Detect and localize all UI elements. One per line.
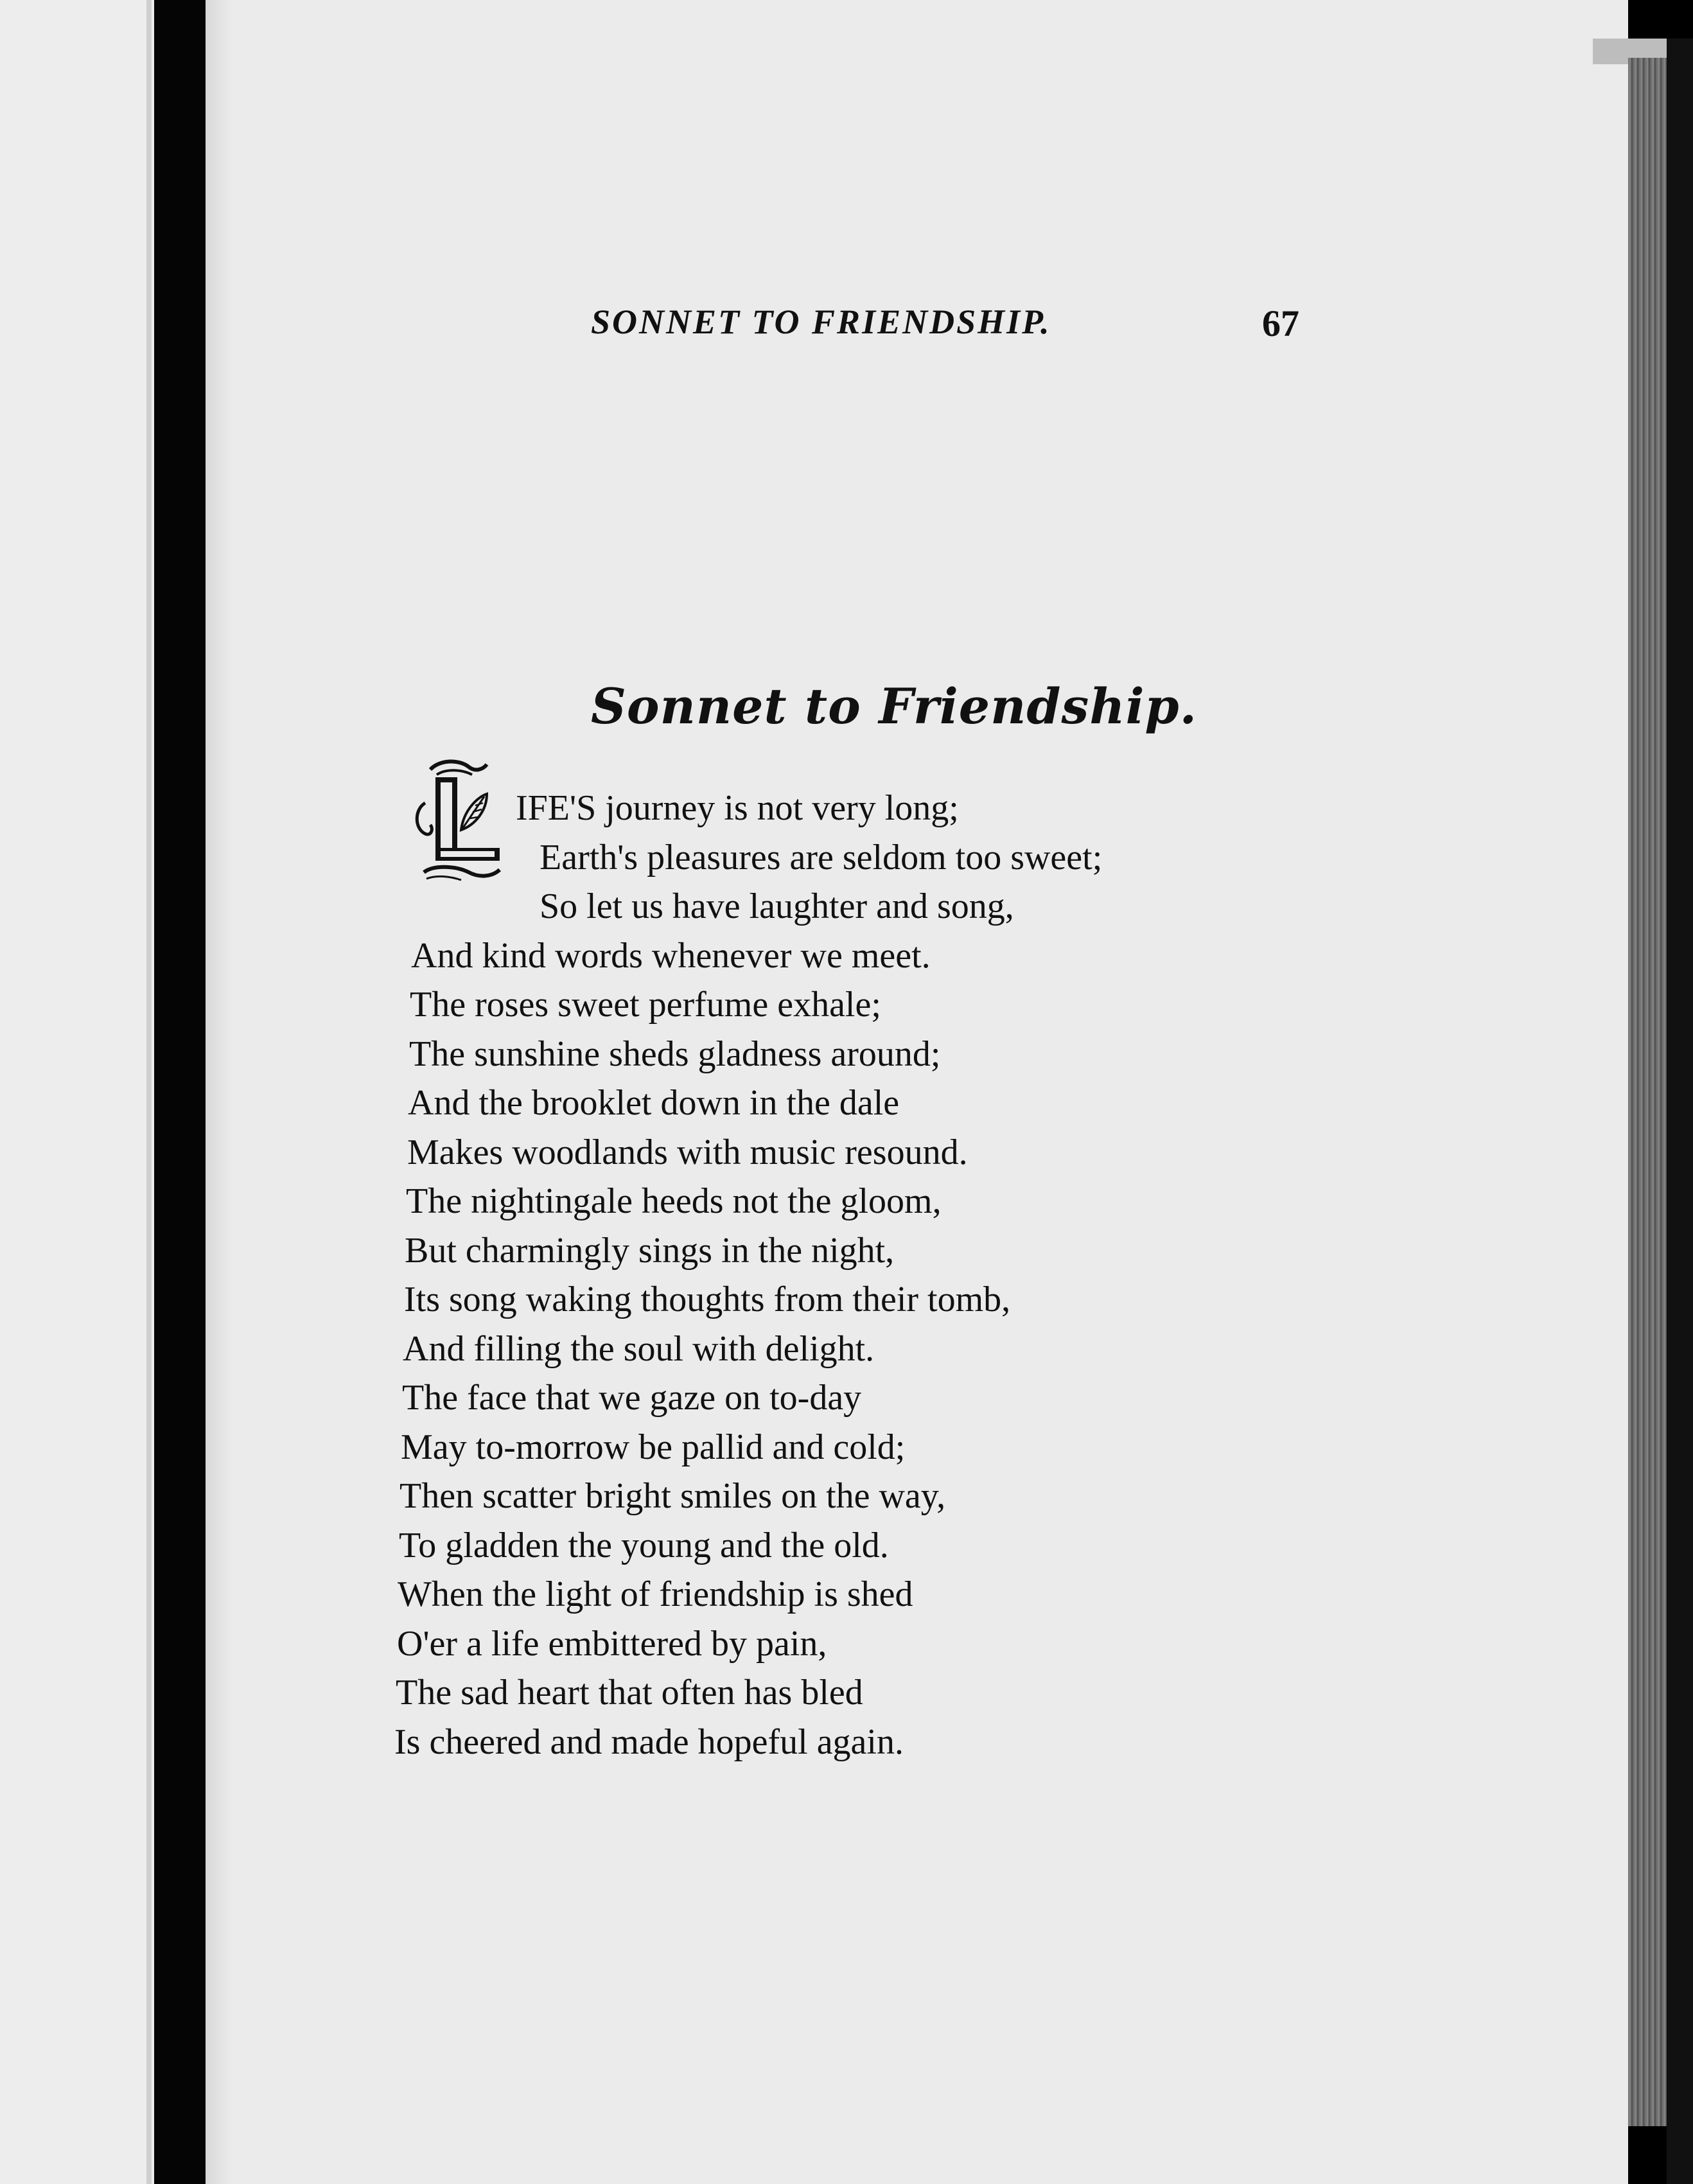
poem-line: And the brooklet down in the dale [408,1083,900,1123]
page-number: 67 [1262,303,1299,344]
poem-line: So let us have laughter and song, [539,886,1014,926]
poem-line: Then scatter bright smiles on the way, [399,1476,946,1516]
poem-line: O'er a life embittered by pain, [397,1624,827,1664]
page-fore-edge [1628,58,1667,2126]
facing-page-edge [146,0,152,2184]
book-gutter [154,0,206,2184]
poem-line: When the light of friendship is shed [398,1574,913,1614]
poem-line: But charmingly sings in the night, [405,1231,895,1271]
drop-cap-ornament [411,758,507,883]
poem-line: And filling the soul with delight. [403,1329,875,1369]
poem-line: The face that we gaze on to-day [402,1378,862,1418]
poem-line: Its song waking thoughts from their tomb, [404,1280,1011,1319]
poem-line: Earth's pleasures are seldom too sweet; [539,838,1103,877]
poem-line: The roses sweet perfume exhale; [410,985,881,1025]
facing-page [0,0,154,2184]
poem-line: And kind words whenever we meet. [411,936,931,976]
poem-title: Sonnet to Friendship. [591,678,1198,735]
poem-line: May to-morrow be pallid and cold; [401,1427,906,1467]
running-head: SONNET TO FRIENDSHIP. [591,303,1051,341]
drop-cap-icon [411,758,507,883]
poem-line: IFE'S journey is not very long; [516,788,959,828]
poem-line: Makes woodlands with music resound. [407,1132,968,1172]
poem-line: The sunshine sheds gladness around; [409,1034,941,1074]
gutter-shadow [206,0,231,2184]
poem-line: The nightingale heeds not the gloom, [406,1181,942,1221]
poem-line: The sad heart that often has bled [396,1673,863,1713]
poem-line: Is cheered and made hopeful again. [394,1722,904,1762]
scan-border [1667,39,1693,2184]
poem-line: To gladden the young and the old. [399,1526,889,1565]
